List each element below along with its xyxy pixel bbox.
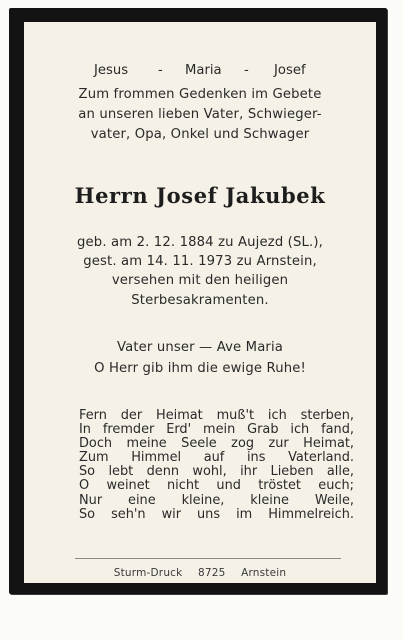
header-separator: - bbox=[158, 63, 163, 78]
printer-name: Sturm-Druck bbox=[113, 567, 183, 579]
printer-city: Arnstein bbox=[241, 567, 287, 579]
header-maria: Maria bbox=[185, 63, 222, 78]
poem-line: O weinet nicht und tröstet euch; bbox=[79, 478, 354, 494]
prayer-line: Vater unser — Ave Maria bbox=[116, 340, 284, 355]
life-line: versehen mit den heiligen bbox=[111, 273, 289, 288]
poem-line: In fremder Erd' mein Grab ich fand, bbox=[79, 422, 354, 438]
poem-line: So lebt denn wohl, ihr Lieben alle, bbox=[79, 464, 354, 480]
life-line: Sterbesakramenten. bbox=[131, 293, 269, 308]
poem-line: Fern der Heimat muß't ich sterben, bbox=[79, 408, 354, 423]
card-content bbox=[24, 22, 376, 583]
printer-imprint bbox=[24, 567, 376, 579]
poem-line: Doch meine Seele zog zur Heimat, bbox=[79, 436, 354, 452]
dedication-line: an unseren lieben Vater, Schwieger- bbox=[78, 107, 322, 122]
dedication-line: Zum frommen Gedenken im Gebete bbox=[78, 87, 322, 102]
poem-line: Nur eine kleine, kleine Weile, bbox=[79, 492, 354, 508]
header-josef: Josef bbox=[274, 63, 306, 78]
deceased-name: Herrn Josef Jakubek bbox=[74, 183, 326, 208]
memorial-card bbox=[9, 8, 387, 594]
header-separator: - bbox=[244, 63, 249, 78]
poem bbox=[79, 409, 354, 522]
prayer-line: O Herr gib ihm die ewige Ruhe! bbox=[94, 361, 306, 376]
life-line: geb. am 2. 12. 1884 zu Aujezd (SL.), bbox=[77, 235, 323, 250]
life-line: gest. am 14. 11. 1973 zu Arnstein, bbox=[83, 254, 317, 269]
poem-line: Zum Himmel auf ins Vaterland. bbox=[79, 450, 354, 466]
dedication-line: vater, Opa, Onkel und Schwager bbox=[90, 127, 310, 142]
footer-divider bbox=[75, 558, 341, 559]
header-jesus: Jesus bbox=[94, 63, 129, 78]
printer-code: 8725 bbox=[197, 567, 226, 579]
poem-line: So seh'n wir uns im Himmelreich. bbox=[79, 506, 354, 522]
